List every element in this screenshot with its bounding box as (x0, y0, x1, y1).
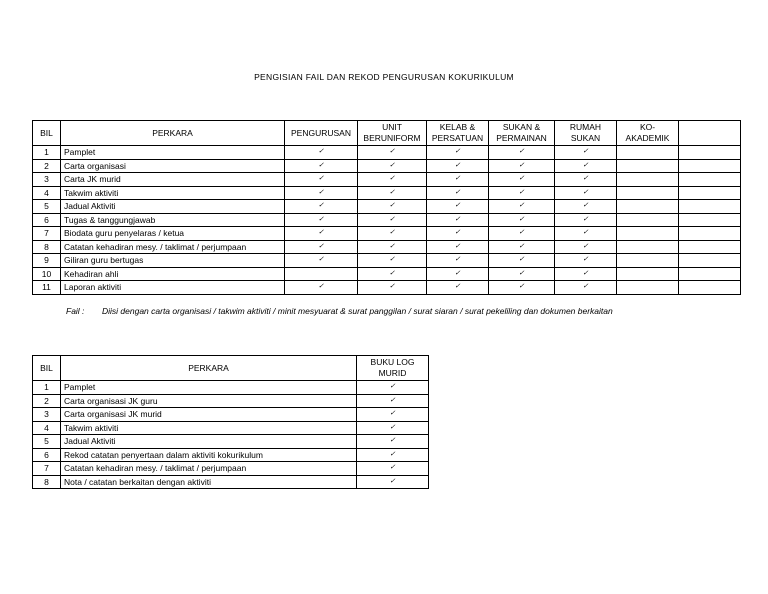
check-mark-icon: ✓ (555, 240, 617, 254)
table-row (33, 381, 429, 395)
check-mark-icon: ✓ (358, 227, 427, 241)
row-perkara: Catatan kehadiran mesy. / taklimat / perjumpaan (61, 240, 285, 254)
col-header-unit-beruniform: UNIT BERUNIFORM (358, 121, 427, 146)
col-header-kelab-persatuan: KELAB & PERSATUAN (427, 121, 489, 146)
col-header-perkara: PERKARA (61, 121, 285, 146)
check-mark-icon: ✓ (358, 200, 427, 214)
check-mark-icon: ✓ (555, 281, 617, 295)
table-header-row (33, 356, 429, 381)
table-row (33, 159, 741, 173)
empty-cell (679, 159, 741, 173)
col-header-pengurusan: PENGURUSAN (285, 121, 358, 146)
check-mark-icon: ✓ (489, 213, 555, 227)
check-mark-icon: ✓ (489, 254, 555, 268)
check-mark-icon: ✓ (555, 200, 617, 214)
row-perkara: Nota / catatan berkaitan dengan aktiviti (61, 475, 357, 489)
check-mark-icon: ✓ (427, 227, 489, 241)
table-row (33, 394, 429, 408)
check-mark-icon: ✓ (427, 254, 489, 268)
table-row (33, 240, 741, 254)
check-mark-icon: ✓ (555, 254, 617, 268)
row-perkara: Takwim aktiviti (61, 421, 357, 435)
row-perkara: Tugas & tanggungjawab (61, 213, 285, 227)
col-header-rumah-sukan: RUMAH SUKAN (555, 121, 617, 146)
row-bil: 9 (33, 254, 61, 268)
empty-cell (679, 146, 741, 160)
row-bil: 6 (33, 448, 61, 462)
table-row (33, 421, 429, 435)
check-mark-icon: ✓ (427, 213, 489, 227)
table-row (33, 475, 429, 489)
check-mark-icon: ✓ (358, 159, 427, 173)
check-mark-icon: ✓ (555, 146, 617, 160)
check-mark-icon: ✓ (427, 267, 489, 281)
row-perkara: Takwim aktiviti (61, 186, 285, 200)
row-perkara: Giliran guru bertugas (61, 254, 285, 268)
check-mark-icon: ✓ (555, 227, 617, 241)
table-row (33, 462, 429, 476)
check-mark-icon: ✓ (427, 186, 489, 200)
empty-cell (617, 146, 679, 160)
check-mark-icon: ✓ (285, 186, 358, 200)
table-row (33, 186, 741, 200)
check-mark-icon: ✓ (357, 421, 429, 435)
check-mark-icon: ✓ (358, 186, 427, 200)
row-bil: 3 (33, 173, 61, 187)
check-mark-icon: ✓ (357, 448, 429, 462)
empty-cell (617, 173, 679, 187)
check-mark-icon: ✓ (427, 240, 489, 254)
col-header-bil: BIL (33, 121, 61, 146)
row-bil: 7 (33, 462, 61, 476)
row-perkara: Carta JK murid (61, 173, 285, 187)
check-mark-icon: ✓ (358, 240, 427, 254)
check-mark-icon: ✓ (357, 462, 429, 476)
check-mark-icon: ✓ (427, 159, 489, 173)
check-mark-icon: ✓ (489, 146, 555, 160)
row-bil: 7 (33, 227, 61, 241)
row-perkara: Catatan kehadiran mesy. / taklimat / perjumpaan (61, 462, 357, 476)
row-perkara: Carta organisasi JK guru (61, 394, 357, 408)
row-bil: 10 (33, 267, 61, 281)
check-mark-icon: ✓ (489, 186, 555, 200)
row-bil: 11 (33, 281, 61, 295)
check-mark-icon: ✓ (427, 146, 489, 160)
table-row (33, 281, 741, 295)
empty-cell (679, 267, 741, 281)
check-mark-icon: ✓ (285, 227, 358, 241)
row-bil: 8 (33, 475, 61, 489)
col-header-sukan-permainan: SUKAN & PERMAINAN (489, 121, 555, 146)
fail-note (66, 306, 613, 316)
check-mark-icon: ✓ (285, 173, 358, 187)
check-mark-icon: ✓ (427, 281, 489, 295)
row-perkara: Pamplet (61, 381, 357, 395)
row-perkara: Carta organisasi (61, 159, 285, 173)
check-mark-icon: ✓ (358, 173, 427, 187)
check-mark-icon: ✓ (489, 173, 555, 187)
check-mark-icon: ✓ (489, 281, 555, 295)
check-mark-icon: ✓ (357, 475, 429, 489)
empty-cell (679, 281, 741, 295)
check-mark-icon: ✓ (357, 394, 429, 408)
row-bil: 5 (33, 435, 61, 449)
empty-cell (617, 254, 679, 268)
check-mark-icon: ✓ (357, 435, 429, 449)
empty-cell (679, 200, 741, 214)
col-header-ko-akademik: KO- AKADEMIK (617, 121, 679, 146)
check-mark-icon: ✓ (358, 281, 427, 295)
row-bil: 4 (33, 186, 61, 200)
check-mark-icon: ✓ (427, 173, 489, 187)
row-bil: 1 (33, 146, 61, 160)
fail-rekod-table (32, 120, 741, 295)
row-perkara: Rekod catatan penyertaan dalam aktiviti kokurikulum (61, 448, 357, 462)
empty-cell (617, 159, 679, 173)
row-bil: 2 (33, 394, 61, 408)
check-mark-icon: ✓ (555, 186, 617, 200)
check-mark-icon: ✓ (285, 146, 358, 160)
row-bil: 4 (33, 421, 61, 435)
check-mark-icon: ✓ (489, 159, 555, 173)
check-mark-icon: ✓ (489, 200, 555, 214)
empty-cell (617, 227, 679, 241)
empty-cell (617, 267, 679, 281)
check-mark-icon: ✓ (357, 408, 429, 422)
note-label: Fail : (66, 306, 85, 316)
row-perkara: Jadual Aktiviti (61, 435, 357, 449)
row-perkara: Carta organisasi JK murid (61, 408, 357, 422)
empty-cell (679, 213, 741, 227)
table-row (33, 227, 741, 241)
empty-cell (679, 173, 741, 187)
table-row (33, 200, 741, 214)
check-mark-icon: ✓ (489, 240, 555, 254)
check-mark-icon: ✓ (285, 213, 358, 227)
row-perkara: Laporan aktiviti (61, 281, 285, 295)
empty-cell (285, 267, 358, 281)
row-perkara: Jadual Aktiviti (61, 200, 285, 214)
table-header-row (33, 121, 741, 146)
table-row (33, 146, 741, 160)
check-mark-icon: ✓ (358, 254, 427, 268)
empty-cell (679, 240, 741, 254)
row-perkara: Biodata guru penyelaras / ketua (61, 227, 285, 241)
table-row (33, 254, 741, 268)
check-mark-icon: ✓ (358, 213, 427, 227)
check-mark-icon: ✓ (555, 173, 617, 187)
check-mark-icon: ✓ (555, 159, 617, 173)
check-mark-icon: ✓ (357, 381, 429, 395)
row-bil: 2 (33, 159, 61, 173)
check-mark-icon: ✓ (555, 267, 617, 281)
table-row (33, 267, 741, 281)
empty-cell (617, 186, 679, 200)
empty-cell (679, 186, 741, 200)
check-mark-icon: ✓ (358, 267, 427, 281)
check-mark-icon: ✓ (285, 159, 358, 173)
row-bil: 5 (33, 200, 61, 214)
check-mark-icon: ✓ (285, 200, 358, 214)
col-header-extra (679, 121, 741, 146)
empty-cell (679, 227, 741, 241)
check-mark-icon: ✓ (285, 281, 358, 295)
empty-cell (617, 240, 679, 254)
check-mark-icon: ✓ (555, 213, 617, 227)
buku-log-table (32, 355, 429, 489)
check-mark-icon: ✓ (489, 267, 555, 281)
empty-cell (617, 281, 679, 295)
row-perkara: Kehadiran ahli (61, 267, 285, 281)
row-bil: 8 (33, 240, 61, 254)
table-row (33, 213, 741, 227)
check-mark-icon: ✓ (358, 146, 427, 160)
col-header-buku-log-murid: BUKU LOG MURID (357, 356, 429, 381)
empty-cell (617, 213, 679, 227)
row-perkara: Pamplet (61, 146, 285, 160)
col-header-perkara: PERKARA (61, 356, 357, 381)
row-bil: 6 (33, 213, 61, 227)
note-text: Diisi dengan carta organisasi / takwim aktiviti / minit mesyuarat & surat panggilan / surat siaran / surat pekeliling dan dokumen berkaitan (102, 306, 613, 316)
row-bil: 3 (33, 408, 61, 422)
table-row (33, 435, 429, 449)
row-bil: 1 (33, 381, 61, 395)
check-mark-icon: ✓ (489, 227, 555, 241)
empty-cell (617, 200, 679, 214)
check-mark-icon: ✓ (285, 240, 358, 254)
page-title: PENGISIAN FAIL DAN REKOD PENGURUSAN KOKURIKULUM (254, 72, 514, 82)
table-row (33, 173, 741, 187)
table-row (33, 408, 429, 422)
check-mark-icon: ✓ (285, 254, 358, 268)
check-mark-icon: ✓ (427, 200, 489, 214)
col-header-bil: BIL (33, 356, 61, 381)
table-row (33, 448, 429, 462)
empty-cell (679, 254, 741, 268)
